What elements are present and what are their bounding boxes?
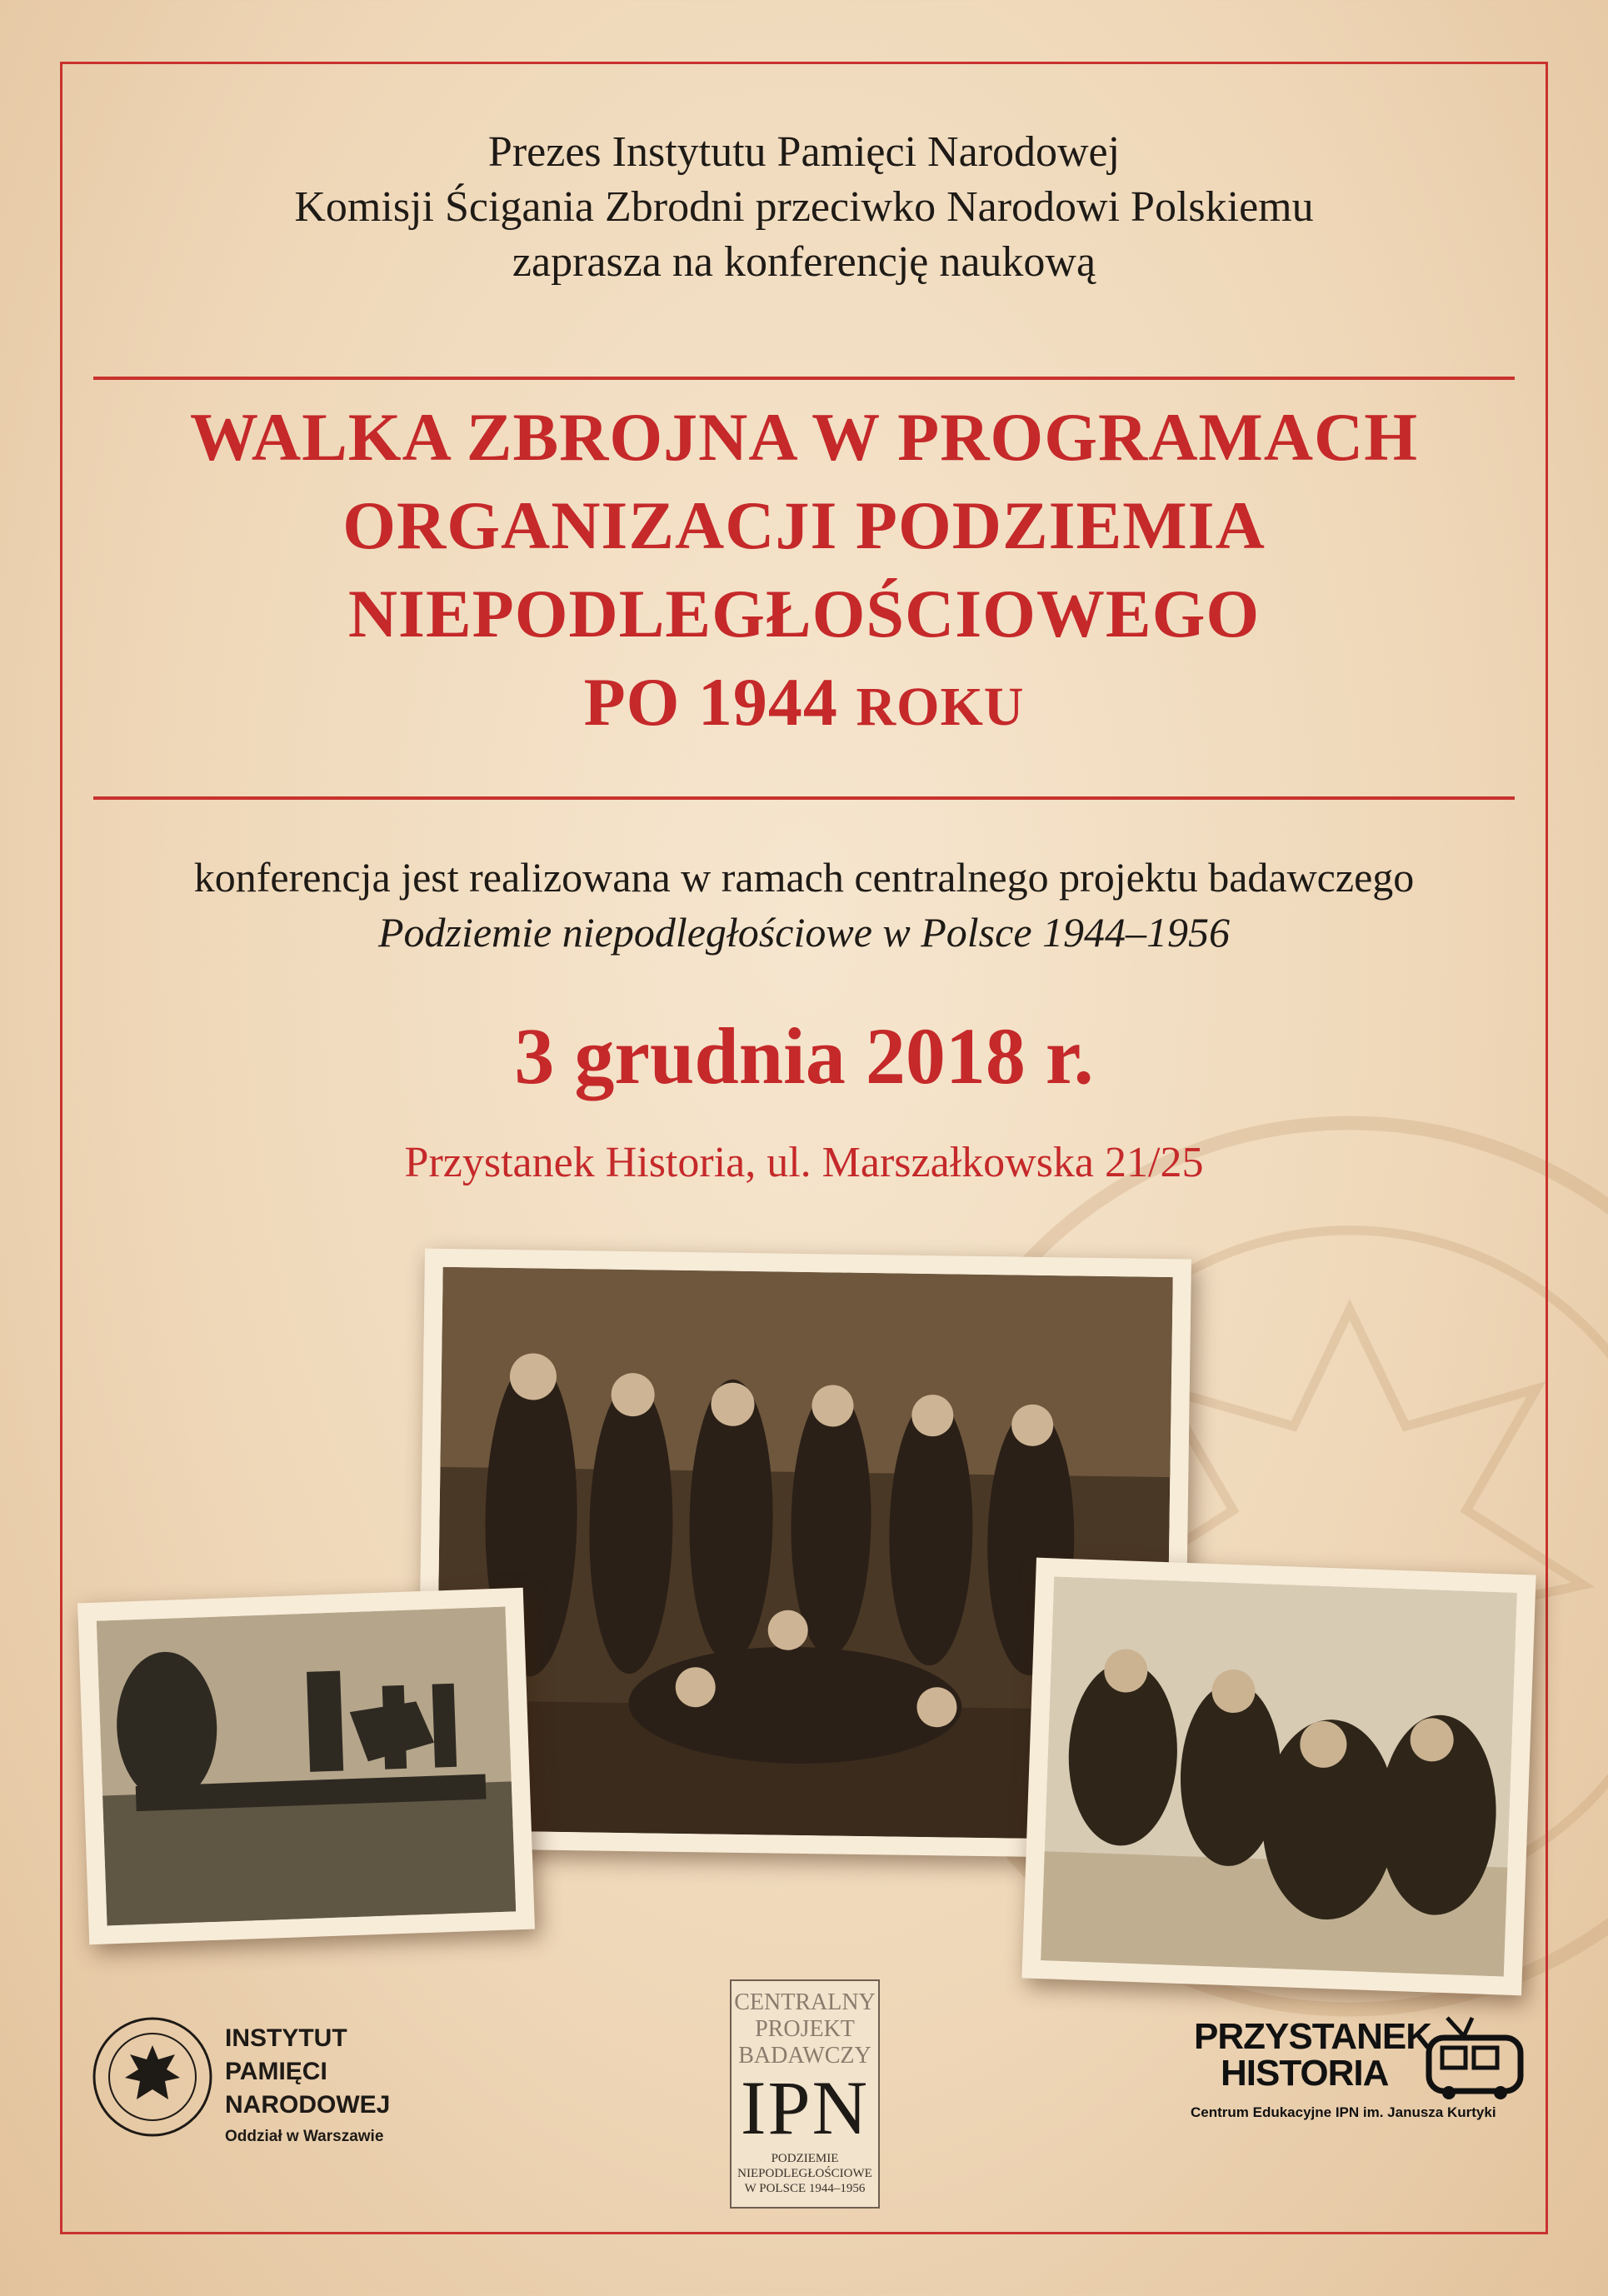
przystanek-historia-logo <box>1187 2008 1537 2133</box>
top-divider <box>93 377 1515 380</box>
title-line-2: ORGANIZACJI PODZIEMIA <box>342 487 1266 563</box>
ipn-logo-line-3: NARODOWEJ <box>225 2091 391 2119</box>
title-line-4 <box>0 658 1608 751</box>
event-date: 3 grudnia 2018 r. <box>514 1011 1094 1101</box>
photo-left <box>77 1588 535 1944</box>
project-line-1: konferencja jest realizowana w ramach centralnego projektu badawczego <box>193 854 1415 901</box>
photo-right-image <box>1041 1576 1517 1976</box>
intro-line-3: zaprasza na konferencję naukową <box>512 238 1096 286</box>
ipn-logo-line-4: Oddział w Warszawie <box>225 2128 384 2145</box>
intro-line-1: Prezes Instytutu Pamięci Narodowej <box>487 128 1121 176</box>
central-project-logo <box>730 1979 880 2209</box>
title-line-1: WALKA ZBROJNA W PROGRAMACH <box>189 399 1419 475</box>
event-place: Przystanek Historia, ul. Marszałkowska 21/25 <box>404 1139 1204 1186</box>
photo-right <box>1021 1558 1536 1996</box>
intro-text <box>0 125 1608 290</box>
cp-line-4: IPN <box>740 2065 870 2150</box>
ipn-logo <box>92 2016 475 2183</box>
cp-line-5: PODZIEMIE NIEPODLEGŁOŚCIOWE W POLSCE 1944–1956 <box>737 2152 872 2195</box>
ipn-logo-line-2: PAMIĘCI <box>225 2058 327 2085</box>
project-info <box>0 850 1608 960</box>
conference-title <box>0 393 1608 751</box>
ipn-logo-line-1: INSTYTUT <box>225 2024 347 2052</box>
eagle-seal-icon <box>92 2016 213 2138</box>
title-line-4-year: PO 1944 <box>583 664 856 740</box>
bottom-divider <box>93 796 1515 800</box>
cp-line-2: PROJEKT <box>755 2016 855 2042</box>
ph-logo-line-2: HISTORIA <box>1221 2053 1389 2094</box>
title-line-3: NIEPODLEGŁOŚCIOWEGO <box>347 576 1261 651</box>
ph-logo-line-1: PRZYSTANEK <box>1194 2016 1431 2057</box>
photo-left-image <box>97 1607 516 1926</box>
cp-line-3: BADAWCZY <box>738 2043 871 2069</box>
title-line-4-word: ROKU <box>856 676 1025 737</box>
project-line-2: Podziemie niepodległościowe w Polsce 1944–1956 <box>377 909 1231 956</box>
intro-line-2: Komisji Ścigania Zbrodni przeciwko Narodowi Polskiemu <box>294 183 1314 231</box>
ph-logo-line-3: Centrum Edukacyjne IPN im. Janusza Kurtyki <box>1191 2104 1496 2120</box>
tram-icon <box>1414 2013 1531 2103</box>
cp-line-1: CENTRALNY <box>734 1989 876 2015</box>
